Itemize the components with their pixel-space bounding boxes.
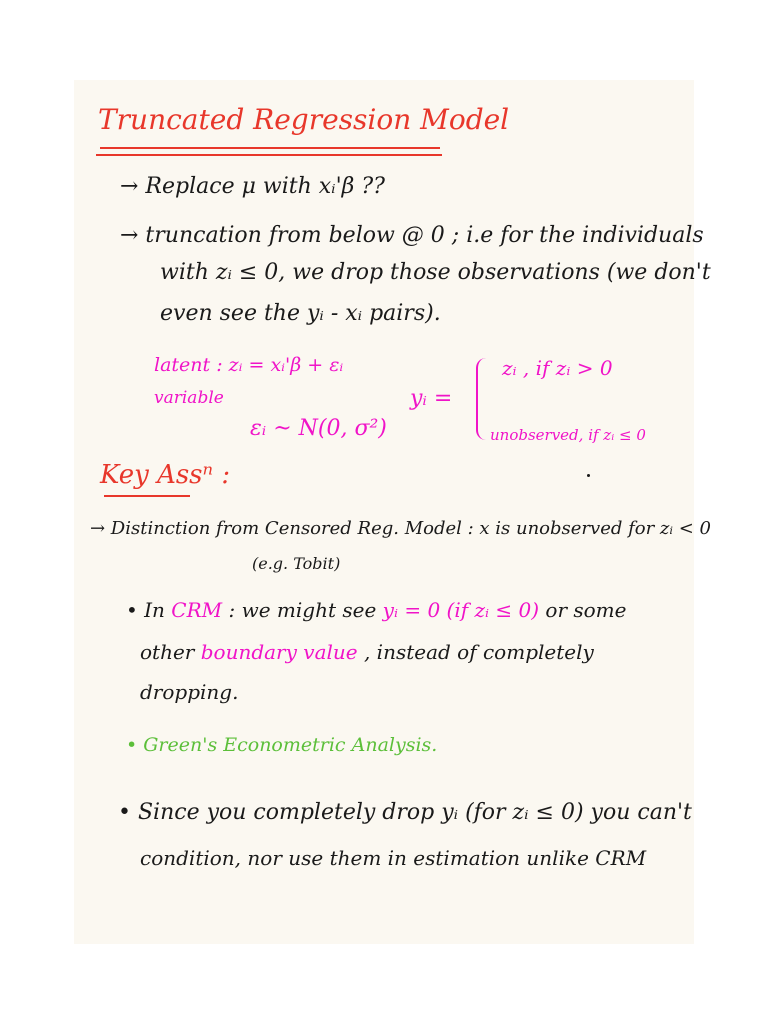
error-distribution: εᵢ ~ N(0, σ²) — [250, 416, 387, 441]
case-observed: zᵢ , if zᵢ > 0 — [502, 356, 613, 380]
title-underline-2 — [96, 154, 442, 156]
bullet-text: or some — [545, 598, 627, 622]
bullet-crm-line-1 — [126, 600, 627, 620]
crm-highlight: CRM — [171, 598, 223, 622]
page-title: Truncated Regression Model — [98, 103, 510, 136]
latent-variable-label: variable — [154, 388, 224, 408]
bullet-text: , instead of completely — [363, 640, 594, 664]
ink-dot — [587, 474, 590, 477]
note-line-pairs: even see the yᵢ - xᵢ pairs). — [160, 301, 441, 326]
y-definition: yᵢ = — [410, 386, 453, 411]
boundary-highlight: boundary value — [200, 640, 358, 664]
bullet-text: • In — [126, 598, 165, 622]
title-underline — [100, 147, 440, 149]
note-line-truncation: → truncation from below @ 0 ; i.e for the individuals — [120, 223, 704, 248]
case-unobserved: unobserved, if zᵢ ≤ 0 — [490, 426, 646, 444]
key-heading-underline — [104, 495, 190, 497]
reference-note: • Green's Econometric Analysis. — [126, 734, 438, 756]
note-line-drop: with zᵢ ≤ 0, we drop those observations (we don't — [160, 260, 711, 285]
distinction-line: → Distinction from Censored Reg. Model : x is unobserved for zᵢ < 0 — [90, 518, 711, 539]
bullet-text: : we might see — [228, 598, 377, 622]
bullet-since-line-2: condition, nor use them in estimation unlike CRM — [140, 846, 647, 870]
y-zero-highlight: yᵢ = 0 (if zᵢ ≤ 0) — [382, 598, 540, 622]
bullet-text: other — [140, 640, 195, 664]
bullet-crm-line-2 — [140, 642, 594, 662]
tobit-example: (e.g. Tobit) — [252, 554, 341, 573]
key-assumption-heading: Key Assⁿ : — [100, 460, 231, 490]
bullet-since-line-1: • Since you completely drop yᵢ (for zᵢ ≤ 0) you can't — [118, 800, 692, 825]
note-line-replace: → Replace μ with xᵢ'β ?? — [120, 174, 385, 199]
bullet-crm-line-3: dropping. — [140, 680, 239, 704]
note-page — [74, 80, 711, 944]
latent-equation: latent : zᵢ = xᵢ'β + εᵢ — [154, 354, 344, 376]
